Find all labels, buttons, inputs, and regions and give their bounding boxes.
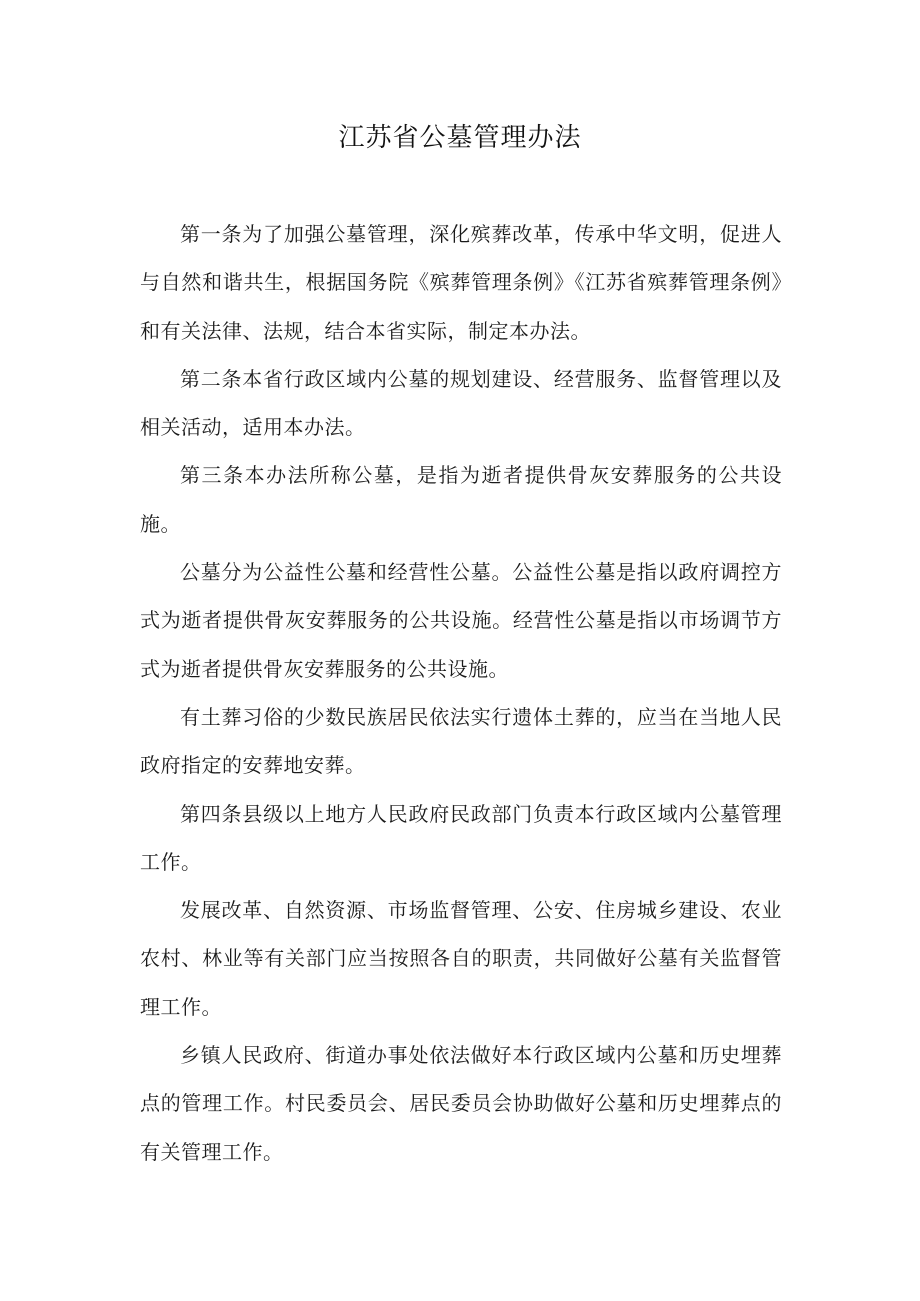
paragraph-article-2: 第二条本省行政区域内公墓的规划建设、经营服务、监督管理以及相关活动，适用本办法。 (140, 366, 782, 440)
document-body (140, 210, 782, 1176)
paragraph-cemetery-types: 公墓分为公益性公墓和经营性公墓。公益性公墓是指以政府调控方式为逝者提供骨灰安葬服务的公共设施。经营性公墓是指以市场调节方式为逝者提供骨灰安葬服务的公共设施。 (140, 560, 782, 681)
paragraph-article-3: 第三条本办法所称公墓，是指为逝者提供骨灰安葬服务的公共设施。 (140, 463, 782, 536)
paragraph-departments: 发展改革、自然资源、市场监督管理、公安、住房城乡建设、农业农村、林业等有关部门应当按照各自的职责，共同做好公墓有关监督管理工作。 (140, 898, 782, 1019)
document-title: 江苏省公墓管理办法 (338, 123, 582, 153)
paragraph-ethnic-burial: 有土葬习俗的少数民族居民依法实行遗体土葬的，应当在当地人民政府指定的安葬地安葬。 (140, 704, 782, 778)
paragraph-article-1: 第一条为了加强公墓管理，深化殡葬改革，传承中华文明，促进人与自然和谐共生，根据国务院《殡葬管理条例》《江苏省殡葬管理条例》和有关法律、法规，结合本省实际，制定本办法。 (140, 222, 782, 343)
paragraph-article-4: 第四条县级以上地方人民政府民政部门负责本行政区域内公墓管理工作。 (140, 801, 782, 874)
paragraph-township: 乡镇人民政府、街道办事处依法做好本行政区域内公墓和历史埋葬点的管理工作。村民委员会、居民委员会协助做好公墓和历史埋葬点的有关管理工作。 (140, 1043, 782, 1164)
